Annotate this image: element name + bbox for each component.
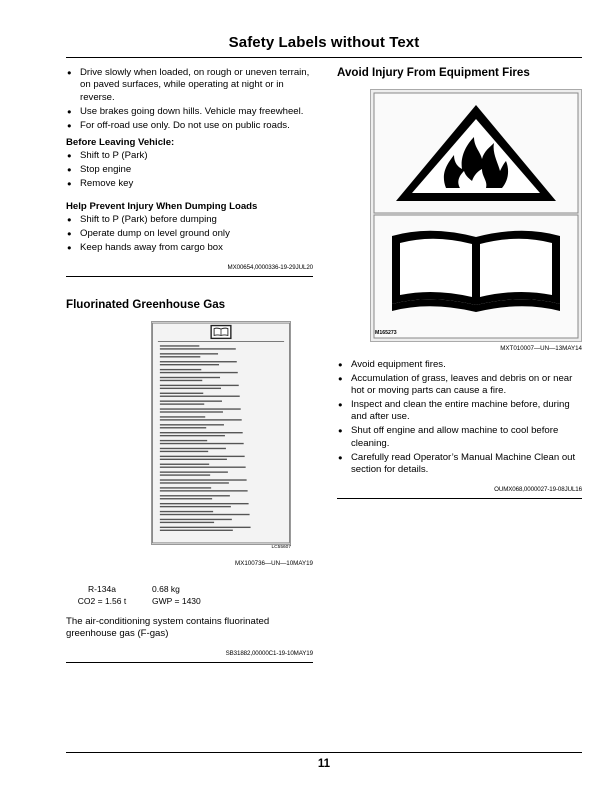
list-item: ● Carefully read Operator’s Manual Machine Clean out section for details. xyxy=(337,452,582,477)
before-leaving-list xyxy=(66,150,313,190)
footer-rule xyxy=(66,752,582,753)
gas-section-heading: Fluorinated Greenhouse Gas xyxy=(66,297,226,311)
label-caption: LC55607 xyxy=(271,544,291,550)
list-item: ● Stop engine xyxy=(66,164,313,176)
left-column xyxy=(66,67,313,663)
right-column xyxy=(337,67,582,499)
co2-equivalent: CO2 = 1.56 t xyxy=(77,595,127,606)
fire-warning-icon xyxy=(370,89,582,342)
list-item: ● Remove key xyxy=(66,178,313,190)
list-item: ● Shut off engine and allow machine to cool before cleaning. xyxy=(337,425,582,450)
gwp-value: GWP = 1430 xyxy=(152,595,201,606)
list-item: ● Use brakes going down hills. Vehicle may freewheel. xyxy=(66,106,313,118)
reference-code: MX00654,0000336-19-29JUL20 xyxy=(66,262,313,276)
refrigerant-spec-table xyxy=(66,583,313,607)
title-rule xyxy=(66,57,582,58)
list-item: ● Avoid equipment fires. xyxy=(337,359,582,371)
figure-reference: MX100736—UN—10MAY19 xyxy=(235,560,313,568)
page-number: 11 xyxy=(317,758,331,770)
list-item: ● Drive slowly when loaded, on rough or uneven terrain, on paved surfaces, while operating at night or in reverse. xyxy=(66,67,313,104)
list-item: ● Accumulation of grass, leaves and debris on or near hot or moving parts can cause a fire. xyxy=(337,373,582,398)
dumping-heading: Help Prevent Injury When Dumping Loads xyxy=(66,200,258,212)
refrigerant-amount: 0.68 kg xyxy=(152,583,180,594)
list-item: ● Operate dump on level ground only xyxy=(66,228,313,240)
list-item: ● Shift to P (Park) xyxy=(66,150,313,162)
figure-reference: MXT010007—UN—13MAY14 xyxy=(500,345,582,353)
fire-section-heading: Avoid Injury From Equipment Fires xyxy=(337,66,530,79)
fire-bullet-list xyxy=(337,359,582,477)
list-item: ● Shift to P (Park) before dumping xyxy=(66,214,313,226)
refrigerant-type: R-134a xyxy=(88,583,116,594)
reference-code: OUMX068,0000027-19-08JUL16 xyxy=(337,484,582,498)
fire-safety-decal xyxy=(370,89,582,342)
greenhouse-gas-label-image xyxy=(151,321,291,550)
list-item: ● Inspect and clean the entire machine before, during and after use. xyxy=(337,399,582,424)
list-item: ● Keep hands away from cargo box xyxy=(66,242,313,254)
intro-bullet-list xyxy=(66,67,313,132)
before-leaving-heading: Before Leaving Vehicle: xyxy=(66,137,175,149)
list-item: ● For off-road use only. Do not use on public roads. xyxy=(66,120,313,132)
decal-caption: M165273 xyxy=(375,330,397,336)
multilingual-label-icon xyxy=(151,321,291,545)
gas-description: The air-conditioning system contains fluorinated greenhouse gas (F-gas) xyxy=(66,615,270,639)
dumping-list xyxy=(66,214,313,254)
reference-code: SB31882,00000C1-19-10MAY19 xyxy=(66,648,313,662)
page-title: Safety Labels without Text xyxy=(228,34,420,51)
